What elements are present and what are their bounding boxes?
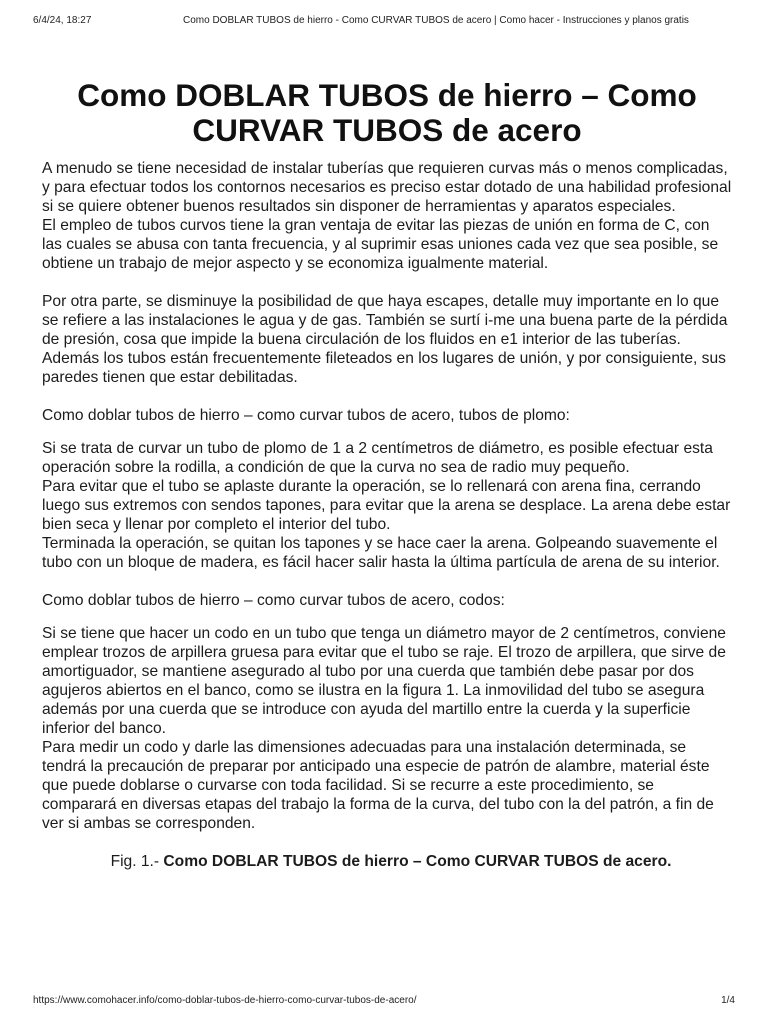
print-url: https://www.comohacer.info/como-doblar-tubos-de-hierro-como-curvar-tubos-de-acero/ xyxy=(33,995,417,1006)
page-number: 1/4 xyxy=(721,995,735,1006)
article-paragraph: El empleo de tubos curvos tiene la gran ventaja de evitar las piezas de unión en forma de C, con las cuales se abusa con tanta frecuencia, y al suprimir esas uniones cada vez que sea posible, se obtiene un trabajo de mejor aspecto y se economiza igualmente material. xyxy=(42,217,719,272)
article-paragraph: Por otra parte, se disminuye la posibilidad de que haya escapes, detalle muy importante en lo que se refiere a las instalaciones le agua y de gas. También se surtí i-me una buena parte de la pérdida de presión, cosa que impide la buena circulación de los fluidos en e1 interior de las tuberías. Además los tubos están frecuentemente fileteados en los lugares de unión, y por consiguiente, sus paredes tienen que estar debilitadas. xyxy=(42,293,728,386)
figure-caption xyxy=(50,852,732,871)
article-paragraph: Terminada la operación, se quitan los tapones y se hace caer la arena. Golpeando suavemente el tubo con un bloque de madera, es fácil hacer salir hasta la última partícula de arena de su interior. xyxy=(42,535,720,571)
article-paragraph: Para evitar que el tubo se aplaste durante la operación, se lo rellenará con arena fina, cerrando luego sus extremos con sendos tapones, para evitar que la arena se desplace. La arena debe estar bien seca y llenar por completo el interior del tubo. xyxy=(42,478,731,533)
section-subheading: Como doblar tubos de hierro – como curvar tubos de acero, tubos de plomo: xyxy=(42,407,570,424)
article xyxy=(42,78,732,890)
print-header xyxy=(33,14,735,28)
article-paragraph: Si se trata de curvar un tubo de plomo de 1 a 2 centímetros de diámetro, es posible efectuar esta operación sobre la rodilla, a condición de que la curva no sea de radio muy pequeño. xyxy=(42,440,713,476)
article-paragraph: Para medir un codo y darle las dimensiones adecuadas para una instalación determinada, se tendrá la precaución de preparar por anticipado una especie de patrón de alambre, material éste que puede doblarse o curvarse con toda facilidad. Si se recurre a este procedimiento, se comparará en diversas etapas del trabajo la forma de la curva, del tubo con la del patrón, a fin de ver si ambas se corresponden. xyxy=(42,739,714,832)
figure-caption-prefix: Fig. 1.- xyxy=(110,853,164,870)
article-paragraph: Si se tiene que hacer un codo en un tubo que tenga un diámetro mayor de 2 centímetros, conviene emplear trozos de arpillera gruesa para evitar que el tubo se raje. El trozo de arpillera, que sirve de amortiguador, se mantiene asegurado al tubo por una cuerda que también debe pasar por dos agujeros abiertos en el banco, como se ilustra en la figura 1. La inmovilidad del tubo se asegura además por una cuerda que se introduce con ayuda del martillo entre la cuerda y la superficie inferior del banco. xyxy=(42,625,726,737)
section-subheading: Como doblar tubos de hierro – como curvar tubos de acero, codos: xyxy=(42,592,505,609)
print-date: 6/4/24, 18:27 xyxy=(33,15,92,26)
article-title: Como DOBLAR TUBOS de hierro – Como CURVAR TUBOS de acero xyxy=(77,77,697,148)
print-page-title: Como DOBLAR TUBOS de hierro - Como CURVAR TUBOS de acero | Como hacer - Instrucciones y planos gratis xyxy=(183,15,689,26)
article-paragraph: A menudo se tiene necesidad de instalar tuberías que requieren curvas más o menos complicadas, y para efectuar todos los contornos necesarios es preciso estar dotado de una habilidad profesional si se quiere obtener buenos resultados sin disponer de herramientas y aparatos especiales. xyxy=(42,160,732,215)
print-footer xyxy=(33,994,735,1008)
figure-caption-title: Como DOBLAR TUBOS de hierro – Como CURVAR TUBOS de acero. xyxy=(163,853,672,870)
